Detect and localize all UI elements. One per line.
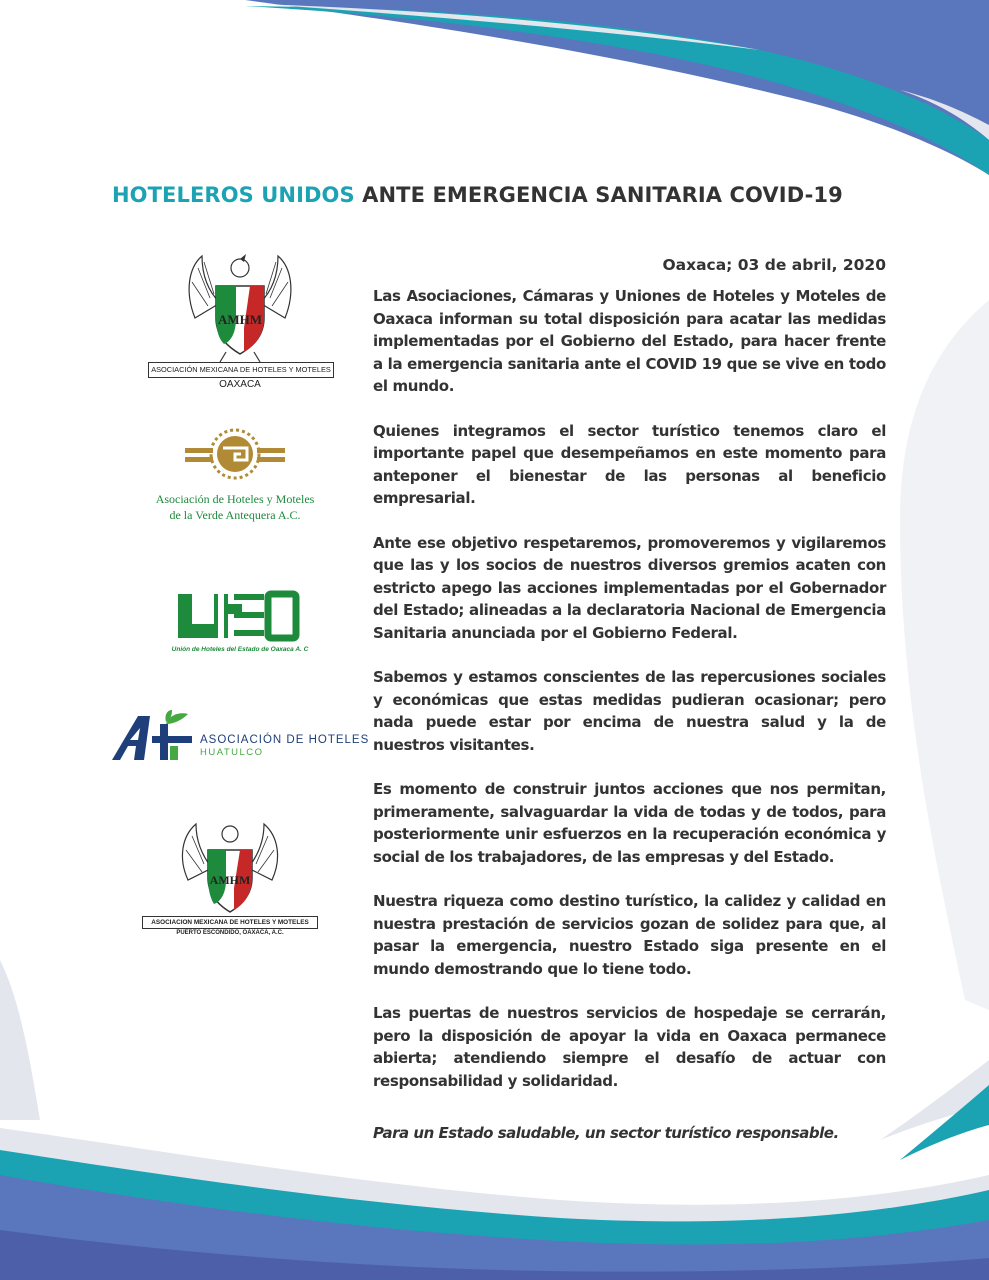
logo-verde-antequera xyxy=(145,426,325,526)
logo-banner-text: ASOCIACIÓN MEXICANA DE HOTELES Y MOTELES xyxy=(151,365,331,374)
eagle-shield-icon xyxy=(140,818,320,918)
logo-amhm-oaxaca xyxy=(140,248,340,393)
paragraph: Las puertas de nuestros servicios de hospedaje se cerrarán, pero la disposición de apoyar la vida en Oaxaca permanece abierta; atendiendo siempre el desafío de actuar con responsabilidad y solidaridad. xyxy=(373,1004,886,1090)
verde-antequera-emblem-icon xyxy=(145,426,325,486)
title-rest: ANTE EMERGENCIA SANITARIA COVID-19 xyxy=(362,183,843,207)
date-line: Oaxaca; 03 de abril, 2020 xyxy=(662,256,886,274)
logo-amhm-puerto-escondido xyxy=(140,818,320,943)
title-accent: HOTELEROS UNIDOS xyxy=(112,183,355,207)
paragraph: Sabemos y estamos conscientes de las repercusiones sociales y económicas que estas medidas pudieran ocasionar; pero nada puede estar por encima de nuestra salud y la de nuestros visitantes. xyxy=(373,668,886,754)
logo-banner xyxy=(142,916,318,929)
logo-city: OAXACA xyxy=(219,379,261,390)
logo-uheo xyxy=(160,590,320,660)
paragraph: Quienes integramos el sector turístico tenemos claro el importante papel que desempeñamos en este momento para anteponer el bienestar de las personas al beneficio empresarial. xyxy=(373,421,886,507)
logo-huatulco xyxy=(110,710,370,762)
paragraph: Es momento de construir juntos acciones que nos permitan, primeramente, salvaguardar la vida de todas y de todos, para posteriormente unir esfuerzos en la recuperación económica y social de los trabajadores, de las empresas y del Estado. xyxy=(373,780,886,866)
logo-line-2: de la Verde Antequera A.C. xyxy=(169,508,301,522)
logo-banner-text: ASOCIACION MEXICANA DE HOTELES Y MOTELES xyxy=(151,919,309,926)
paragraph: Nuestra riqueza como destino turístico, la calidez y calidad en nuestra prestación de servicios gozan de solidez para que, al pasar la emergencia, nuestro Estado siga presente en el mundo demostrando que lo tiene todo. xyxy=(373,892,886,978)
page-title xyxy=(112,183,932,207)
logo-city: PUERTO ESCONDIDO, OAXACA, A.C. xyxy=(176,930,284,936)
eagle-shield-icon xyxy=(140,248,340,366)
closing-line: Para un Estado saludable, un sector turístico responsable. xyxy=(373,1124,839,1142)
letter-body xyxy=(373,285,886,1167)
logo-banner xyxy=(148,362,334,378)
logo-line-1: Asociación de Hoteles y Moteles xyxy=(155,492,315,506)
ah-leaf-icon xyxy=(110,710,192,762)
logo-line-2: HUATULCO xyxy=(200,747,264,758)
logo-line-1: ASOCIACIÓN DE HOTELES xyxy=(200,734,370,746)
paragraph: Ante ese objetivo respetaremos, promoveremos y vigilaremos que las y los socios de nuestros diversos gremios acaten con estricto apego las acciones implementadas por el Gobernador del Estado; alineadas a la declaratoria Nacional de Emergencia Sanitaria anunciada por el Gobierno Federal. xyxy=(373,533,886,642)
svg-text:AMHM: AMHM xyxy=(217,312,263,327)
paragraph: Las Asociaciones, Cámaras y Uniones de Hoteles y Moteles de Oaxaca informan su total disposición para acatar las medidas implementadas por el Gobierno del Estado, para hacer frente a la emergencia sanitaria ante el COVID 19 que se vive en todo el mundo. xyxy=(373,287,886,395)
logo-caption: Unión de Hoteles del Estado de Oaxaca A. C xyxy=(171,646,309,653)
svg-text:AMHM: AMHM xyxy=(209,873,251,887)
uheo-mark-icon xyxy=(172,590,302,642)
